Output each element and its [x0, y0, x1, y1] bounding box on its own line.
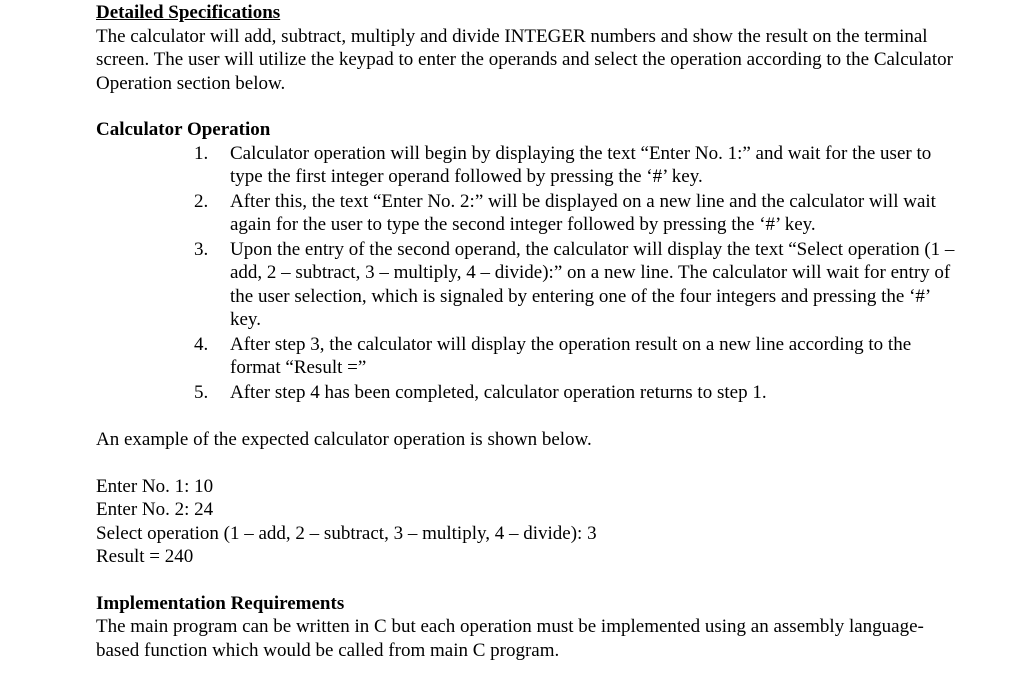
step-text: Calculator operation will begin by displaying the text “Enter No. 1:” and wait for the user to type the first integer operand followed by pressing the ‘#’ key.: [230, 142, 932, 187]
detailed-specifications-heading: Detailed Specifications: [96, 2, 281, 23]
list-item: [194, 142, 964, 189]
step-number: 2.: [194, 190, 209, 212]
list-item: [194, 333, 964, 380]
example-intro: An example of the expected calculator operation is shown below.: [96, 429, 592, 450]
list-item: [194, 238, 964, 332]
example-line: Result = 240: [96, 546, 194, 567]
step-text: After step 3, the calculator will display the operation result on a new line according to the format “Result =”: [230, 333, 912, 378]
example-line: Enter No. 1: 10: [96, 475, 214, 497]
list-item: [194, 381, 964, 405]
operation-steps-list: [194, 142, 964, 405]
step-number: 3.: [194, 238, 209, 260]
example-line: Select operation (1 – add, 2 – subtract, 3 – multiply, 4 – divide): 3: [96, 522, 597, 544]
step-text: Upon the entry of the second operand, the calculator will display the text “Select operation (1 – add, 2 – subtract, 3 – multiply, 4 – divide):” on a new line. The calculator will wait for entry of the user selection, which is signaled by entering one of the four integers and pressing the ‘#’ key.: [230, 238, 955, 330]
example-line: Enter No. 2: 24: [96, 499, 214, 520]
list-item: [194, 190, 964, 237]
detailed-specifications-body: The calculator will add, subtract, multiply and divide INTEGER numbers and show the result on the terminal screen. The user will utilize the keypad to enter the operands and select the operation according to the Calculator Operation section below.: [96, 25, 953, 94]
step-number: 1.: [194, 142, 209, 164]
example-block: [96, 475, 996, 569]
step-number: 5.: [194, 381, 209, 403]
step-text: After step 4 has been completed, calculator operation returns to step 1.: [230, 381, 767, 403]
implementation-requirements-body: The main program can be written in C but each operation must be implemented using an assembly language-based function which would be called from main C program.: [96, 616, 924, 661]
implementation-requirements-heading: Implementation Requirements: [96, 592, 345, 614]
step-text: After this, the text “Enter No. 2:” will be displayed on a new line and the calculator will wait again for the user to type the second integer followed by pressing the ‘#’ key.: [230, 190, 936, 235]
document-page: [96, 0, 996, 662]
step-number: 4.: [194, 333, 209, 355]
calculator-operation-heading: Calculator Operation: [96, 119, 271, 140]
